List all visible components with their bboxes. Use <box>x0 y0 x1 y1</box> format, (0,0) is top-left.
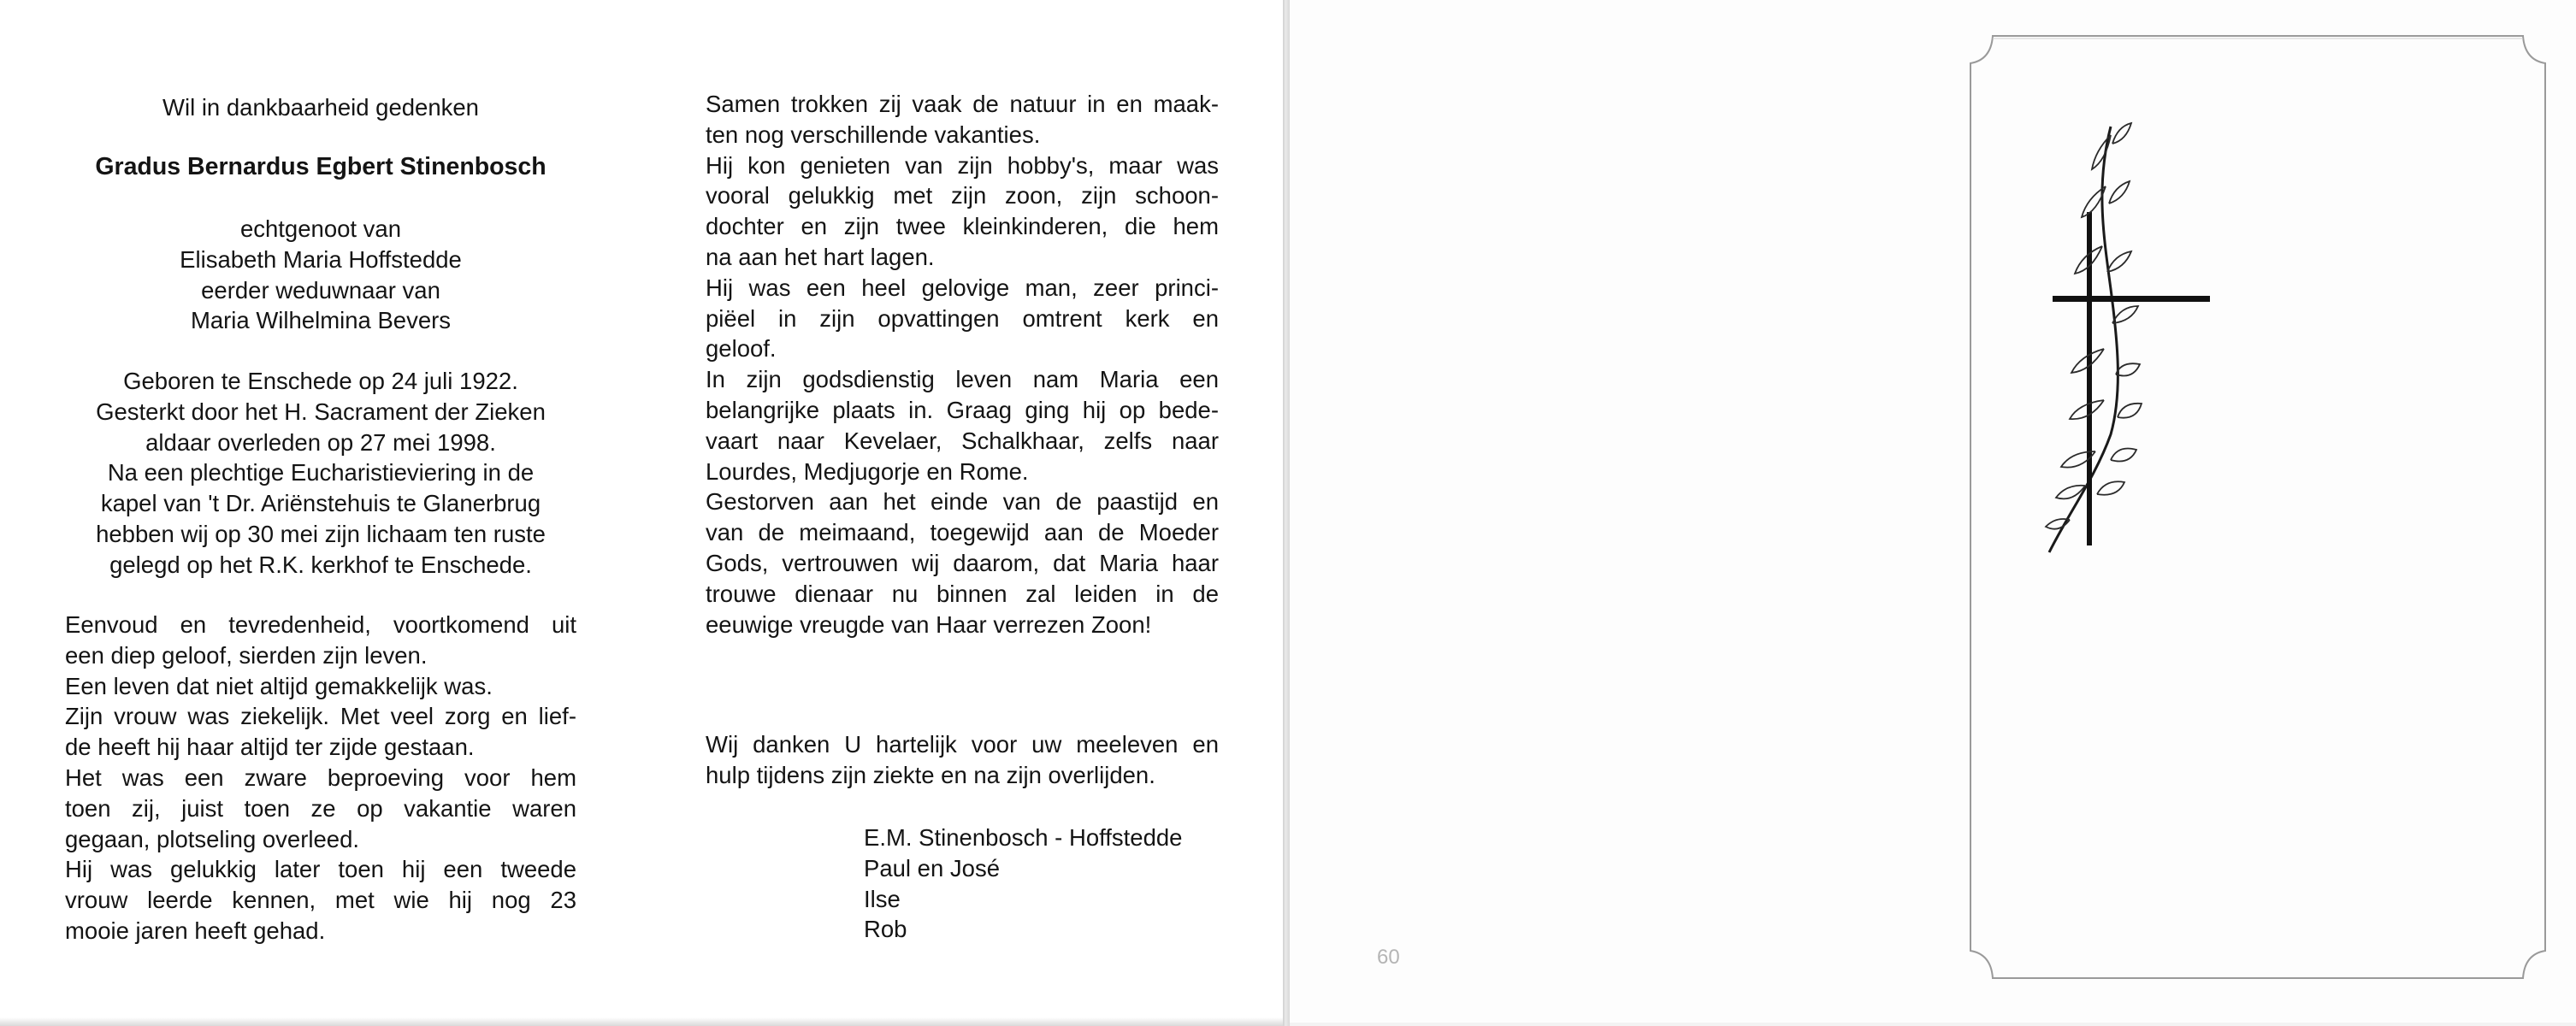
card-border <box>1970 36 2545 978</box>
paragraph-line: piëel in zijn opvattingen omtrent kerk en <box>706 304 1219 332</box>
paragraph-line: Het was een zware beproeving voor hem <box>65 764 576 791</box>
paragraph-line: vaart naar Kevelaer, Schalkhaar, zelfs naar <box>706 427 1219 454</box>
life-line: aldaar overleden op 27 mei 1998. <box>145 428 496 456</box>
paragraph-line: belangrijke plaats in. Graag ging hij op bede- <box>706 396 1219 423</box>
left-card-page <box>0 0 1283 1023</box>
paragraph-line: ten nog verschillende vakanties. <box>706 121 1041 148</box>
life-line: Gesterkt door het H. Sacrament der Zieken <box>96 398 546 425</box>
relation-line: eerder weduwnaar van <box>201 276 440 304</box>
paragraph-line: Gods, vertrouwen wij daarom, dat Maria haar <box>706 549 1219 576</box>
paragraph-line: mooie jaren heeft gehad. <box>65 917 326 944</box>
paragraph-line: vrouw leerde kennen, met wie hij nog 23 <box>65 887 576 914</box>
life-line: Na een plechtige Eucharistieviering in de <box>107 459 535 486</box>
character-paragraph <box>65 610 576 946</box>
paragraph-line: Gestorven aan het einde van de paastijd en <box>706 488 1219 516</box>
paragraph-line: gegaan, plotseling overleed. <box>65 825 360 852</box>
relation-line: Maria Wilhelmina Bevers <box>190 307 452 334</box>
page-bottom-shadow <box>0 1017 1283 1026</box>
signature-line: Rob <box>864 916 907 943</box>
paragraph-line: de heeft hij haar altijd ter zijde gestaan. <box>65 734 475 761</box>
thanks-line: hulp tijdens zijn ziekte en na zijn overlijden. <box>706 761 1155 788</box>
card-fold-spine <box>1283 0 1290 1026</box>
paragraph-line: dochter en zijn twee kleinkinderen, die hem <box>706 213 1219 240</box>
relations-block <box>65 214 576 336</box>
thanks-paragraph <box>706 729 1219 791</box>
relation-line: echtgenoot van <box>239 215 402 242</box>
paragraph-line: In zijn godsdienstig leven nam Maria een <box>706 366 1219 393</box>
paragraph-line: van de meimaand, toegewijd aan de Moeder <box>706 519 1219 546</box>
paragraph-line: eeuwige vreugde van Haar verrezen Zoon! <box>706 610 1152 638</box>
cross-with-palm-branch-icon <box>2046 123 2210 552</box>
paragraph-line: een diep geloof, sierden zijn leven. <box>65 641 428 669</box>
life-line: Geboren te Enschede op 24 juli 1922. <box>123 368 518 394</box>
paragraph-line: Lourdes, Medjugorje en Rome. <box>706 457 1029 485</box>
life-line: gelegd op het R.K. kerkhof te Enschede. <box>109 551 532 578</box>
paragraph-line: Een leven dat niet altijd gemakkelijk was. <box>65 672 493 699</box>
page-number: 60 <box>1377 946 1400 969</box>
paragraph-line: Zijn vrouw was ziekelijk. Met veel zorg en lief- <box>65 703 576 730</box>
paragraph-line: Hij was gelukkig later toen hij een tweede <box>65 856 576 883</box>
card-frame <box>1967 32 2549 982</box>
paragraph-line: toen zij, juist toen ze op vakantie waren <box>65 794 576 822</box>
paragraph-line: Samen trokken zij vaak de natuur in en maak- <box>706 91 1219 117</box>
paragraph-line: Hij was een heel gelovige man, zeer princi- <box>706 274 1219 301</box>
life-line: hebben wij op 30 mei zijn lichaam ten ruste <box>96 520 546 547</box>
paragraph-line: na aan het hart lagen. <box>706 243 935 270</box>
life-line: kapel van 't Dr. Ariënstehuis te Glanerbrug <box>100 490 541 517</box>
signatures-block <box>864 823 1223 945</box>
paragraph-line: vooral gelukkig met zijn zoon, zijn schoon- <box>706 182 1219 209</box>
faith-paragraph <box>706 89 1219 640</box>
deceased-name: Gradus Bernardus Egbert Stinenbosch <box>95 153 547 180</box>
relation-line: Elisabeth Maria Hoffstedde <box>180 245 462 273</box>
life-details-block <box>65 366 576 581</box>
signature-line: E.M. Stinenbosch - Hoffstedde <box>864 824 1183 851</box>
paragraph-line: Hij kon genieten van zijn hobby's, maar was <box>706 151 1219 179</box>
thanks-line: Wij danken U hartelijk voor uw meeleven en <box>706 731 1219 758</box>
signature-line: Ilse <box>864 885 901 912</box>
signature-line: Paul en José <box>864 854 1000 882</box>
paragraph-line: geloof. <box>706 335 777 363</box>
dedication-heading: Wil in dankbaarheid gedenken <box>162 94 479 121</box>
paragraph-line: trouwe dienaar nu binnen zal leiden in de <box>706 580 1219 607</box>
paragraph-line: Eenvoud en tevredenheid, voortkomend uit <box>65 611 576 638</box>
